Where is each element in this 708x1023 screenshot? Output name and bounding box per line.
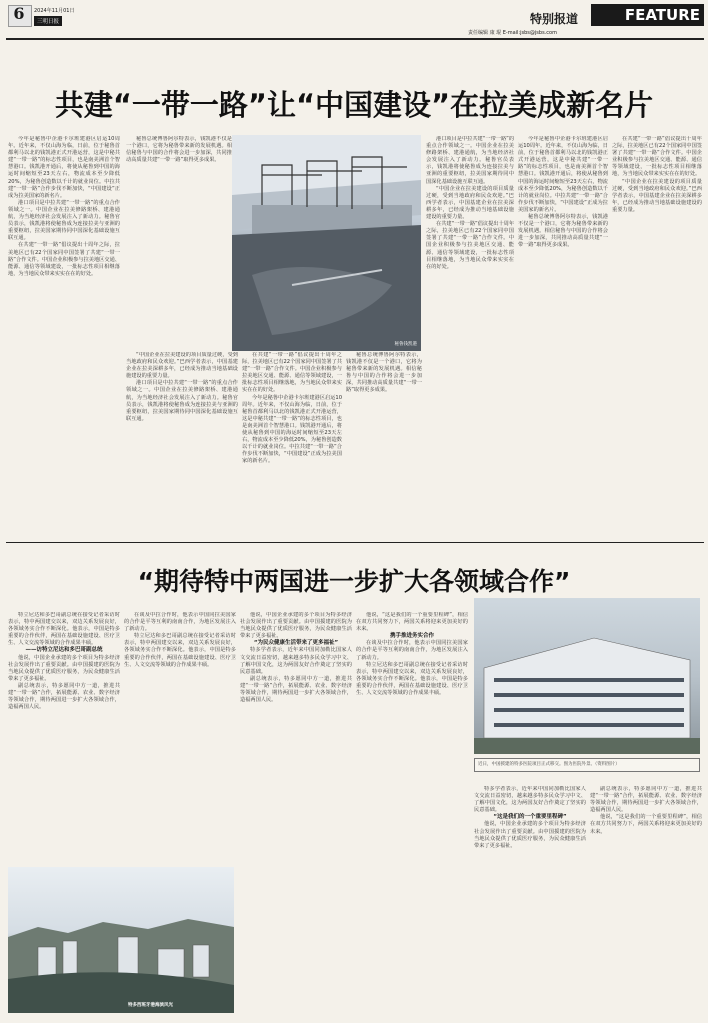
article1-paragraph: 在共建“一带一路”倡议提出十周年之际，拉美地区已有22个国家同中国签署了共建“一带一路”合作文件。中国企业积极参与拉美地区交通、能源、通信等领域建设，一批标志性项目相继落地，为当地民众带来实实在在的好处。: [426, 221, 514, 270]
article1-col-2a: [126, 136, 232, 196]
article2-paragraph: 他说，中国企业承建的多个项目为特多经济社会发展作出了重要贡献。由中国援建的医院为当地民众提供了优质医疗服务，为民众健康生活带来了更多福祉。: [240, 612, 352, 640]
article1-paragraph: 今年是秘鲁中企港卡尔班建港区启运10周年。近年来，不仅山海为临，日前，位于秘鲁首都利马以北的钱凯港正式开港运营，这是中秘共建“一带一路”的标志性项目，也是南美洲首个智慧港口。钱凯港开通后，将使从秘鲁到中国的海运时间缩短至23天左右，物流成本至少降低20%，为秘鲁创造数以千计的就业岗位。中拉共建“一带一路”合作步伐不断加快，“中国建设”正成为拉美国家的新名片。: [242, 394, 342, 465]
article2-subhead: ——访特立尼达和多巴哥副总统: [25, 647, 103, 654]
city-photo: [8, 867, 234, 1013]
article2-paragraph: 副总统表示，特多愿同中方一道，推进共建“一带一路”合作，拓展能源、农业、数字经济等领域合作，期待两国进一步扩大各领域合作，造福两国人民。: [590, 786, 702, 814]
hospital-illustration: [474, 598, 700, 754]
hospital-photo: [474, 598, 700, 754]
article2-paragraph: 他说，“这是我们的一个重要里程碑”，相信在双方共同努力下，两国关系将迎来更加美好的未来。: [356, 612, 468, 633]
article2-paragraph: 特立尼达和多巴哥副总统在接受记者采访时表示，特中两国建交以来，双边关系发展良好，各领域务实合作不断深化。他表示，中国是特多重要的合作伙伴，两国在基础设施建设、医疗卫生、人文交流等领域的合作成果丰硕。: [356, 661, 468, 697]
article2-paragraph: 特立尼达和多巴哥副总统在接受记者采访时表示，特中两国建交以来，双边关系发展良好，各领域务实合作不断深化。他表示，中国是特多重要的合作伙伴，两国在基础设施建设、医疗卫生、人文交流等领域的合作成果丰硕。: [124, 633, 236, 668]
article1-col-7: [612, 136, 702, 536]
article1-paragraph: “中国企业在拉美建设的项目质量过硬，受到当地政府和民众欢迎。”巴西学者表示，中国基建企业在拉美深耕多年，已经成为推动当地基础设施建设的重要力量。: [426, 185, 514, 221]
page-number: 6: [13, 4, 25, 23]
article1-paragraph: 在共建“一带一路”倡议提出十周年之际，拉美地区已有22个国家同中国签署了共建“一带一路”合作文件。中国企业积极参与拉美地区交通、能源、通信等领域建设，一批标志性项目相继落地，为当地民众带来实实在在的好处。: [612, 136, 702, 178]
article2-paragraph: 他说，中国企业承建的多个项目为特多经济社会发展作出了重要贡献。由中国援建的医院为当地民众提供了优质医疗服务，为民众健康生活带来了更多福祉。: [474, 821, 586, 849]
section-divider: [6, 542, 704, 543]
port-illustration: [232, 135, 421, 351]
article2-paragraph: 副总统表示，特多愿同中方一道，推进共建“一带一路”合作，拓展能源、农业、数字经济等领域合作，期待两国进一步扩大各领域合作，造福两国人民。: [8, 682, 120, 711]
article1-col-1: [8, 136, 120, 536]
port-photo-caption: 秘鲁钱凯港: [394, 342, 417, 347]
article2-paragraph: 特立尼达和多巴哥副总统在接受记者采访时表示，特中两国建交以来，双边关系发展良好，各领域务实合作不断深化。他表示，中国是特多重要的合作伙伴，两国在基础设施建设、医疗卫生、人文交流等领域的合作成果丰硕。: [8, 612, 120, 647]
article2-col-4: [356, 612, 468, 1017]
article1-col-2b: [126, 352, 238, 536]
article2-col-2: [124, 612, 236, 862]
article1-col-3b: [242, 352, 342, 536]
port-photo: [232, 135, 421, 351]
article1-col-5: [426, 136, 514, 536]
article2-subhead: “这是我们的一个重要里程碑”: [493, 814, 567, 821]
issue-date: 2024年11月01日: [34, 8, 75, 14]
article2-headline: “期待特中两国进一步扩大各领域合作”: [137, 567, 571, 596]
article2-col-1: [8, 612, 120, 862]
article1-paragraph: “中国企业在拉美建设的项目质量过硬，受到当地政府和民众欢迎。”巴西学者表示，中国基建企业在拉美深耕多年，已经成为推动当地基础设施建设的重要力量。: [126, 352, 238, 380]
article1-paragraph: 秘鲁总统博鲁阿尔特表示，钱凯港不仅是一个港口，它将为秘鲁带来新的发展机遇。相信秘鲁与中国的合作将会进一步加深，共同推动高质量共建“一带一路”取得更多成果。: [346, 352, 422, 394]
article2-paragraph: 他说，中国企业承建的多个项目为特多经济社会发展作出了重要贡献。由中国援建的医院为当地民众提供了优质医疗服务，为民众健康生活带来了更多福祉。: [8, 654, 120, 682]
hospital-photo-caption: 近日，中国援建的特多医院项目正式移交。图为医院外景。（资料图片）: [474, 758, 700, 772]
article2-paragraph: 在谈及中拉合作时，他表示中国同拉美国家的合作是平等互利的南南合作，为地区发展注入了新动力。: [124, 612, 236, 633]
article1-paragraph: 秘鲁总统博鲁阿尔特表示，钱凯港不仅是一个港口，它将为秘鲁带来新的发展机遇。相信秘鲁与中国的合作将会进一步加深，共同推动高质量共建“一带一路”取得更多成果。: [126, 136, 232, 164]
article2-paragraph: 特多学者表示，近年来中国同加勒比国家人文交流日益密切，越来越多特多民众学习中文、了解中国文化，这为两国友好合作奠定了坚实的民意基础。: [240, 647, 352, 675]
article2-col-3: [240, 612, 352, 1017]
article2-paragraph: 在谈及中拉合作时，他表示中国同拉美国家的合作是平等互利的南南合作，为地区发展注入了新动力。: [356, 640, 468, 661]
section-title: 特别报道: [530, 12, 579, 26]
article2-col-5: [474, 786, 586, 1016]
article2-paragraph: 他说，“这是我们的一个重要里程碑”，相信在双方共同努力下，两国关系将迎来更加美好的未来。: [590, 814, 702, 835]
city-photo-caption: 特多西班牙港海滨风光: [128, 1003, 173, 1008]
article2-subhead: “为民众健康生活带来了更多福祉”: [253, 640, 339, 647]
city-illustration: [8, 867, 234, 1013]
article1-col-6: [518, 136, 608, 536]
article1-paragraph: 今年是秘鲁中企港卡尔班建港区启运10周年。近年来，不仅山海为临，日前，位于秘鲁首都利马以北的钱凯港正式开港运营，这是中秘共建“一带一路”的标志性项目，也是南美洲首个智慧港口。钱凯港开通后，将使从秘鲁到中国的海运时间缩短至23天左右，物流成本至少降低20%，为秘鲁创造数以千计的就业岗位。中拉共建“一带一路”合作步伐不断加快，“中国建设”正成为拉美国家的新名片。: [518, 136, 608, 213]
article1-paragraph: 港口项目是中拉共建“一带一路”的重点合作领域之一。中国企业在拉美修路架桥、建港通航，为当地经济社会发展注入了新动力。秘鲁官员表示，钱凯港将使秘鲁成为连接拉美与亚洲的重要枢纽，拉美国家期待同中国深化基础设施互联互通。: [126, 380, 238, 422]
article1-headline: 共建“一带一路”让“中国建设”在拉美成新名片: [54, 88, 654, 122]
article1-paragraph: “中国企业在拉美建设的项目质量过硬，受到当地政府和民众欢迎。”巴西学者表示，中国基建企业在拉美深耕多年，已经成为推动当地基础设施建设的重要力量。: [612, 178, 702, 213]
header-rule: [6, 38, 704, 40]
article2-col-6: [590, 786, 702, 1016]
article1-paragraph: 秘鲁总统博鲁阿尔特表示，钱凯港不仅是一个港口，它将为秘鲁带来新的发展机遇。相信秘鲁与中国的合作将会进一步加深，共同推动高质量共建“一带一路”取得更多成果。: [518, 214, 608, 249]
article1-col-4b: [346, 352, 422, 536]
article2-paragraph: 特多学者表示，近年来中国同加勒比国家人文交流日益密切，越来越多特多民众学习中文、了解中国文化，这为两国友好合作奠定了坚实的民意基础。: [474, 786, 586, 814]
article1-paragraph: 在共建“一带一路”倡议提出十周年之际，拉美地区已有22个国家同中国签署了共建“一带一路”合作文件。中国企业积极参与拉美地区交通、能源、通信等领域建设，一批标志性项目相继落地，为当地民众带来实实在在的好处。: [242, 352, 342, 394]
article2-paragraph: 副总统表示，特多愿同中方一道，推进共建“一带一路”合作，拓展能源、农业、数字经济等领域合作，期待两国进一步扩大各领域合作，造福两国人民。: [240, 675, 352, 704]
editor-line: 责任编辑 康 琨 E-mail:jsbs@jsbs.com: [468, 30, 557, 36]
article1-paragraph: 在共建“一带一路”倡议提出十周年之际，拉美地区已有22个国家同中国签署了共建“一带一路”合作文件。中国企业积极参与拉美地区交通、能源、通信等领域建设，一批标志性项目相继落地，为当地民众带来实实在在的好处。: [8, 242, 120, 277]
article1-paragraph: 今年是秘鲁中企港卡尔班建港区启运10周年。近年来，不仅山海为临，日前，位于秘鲁首都利马以北的钱凯港正式开港运营，这是中秘共建“一带一路”的标志性项目，也是南美洲首个智慧港口。钱凯港开通后，将使从秘鲁到中国的海运时间缩短至23天左右，物流成本至少降低20%，为秘鲁创造数以千计的就业岗位。中拉共建“一带一路”合作步伐不断加快，“中国建设”正成为拉美国家的新名片。: [8, 136, 120, 199]
feature-label: FEATURE: [591, 4, 704, 26]
article1-paragraph: 港口项目是中拉共建“一带一路”的重点合作领域之一。中国企业在拉美修路架桥、建港通航，为当地经济社会发展注入了新动力。秘鲁官员表示，钱凯港将使秘鲁成为连接拉美与亚洲的重要枢纽，拉美国家期待同中国深化基础设施互联互通。: [426, 136, 514, 185]
paper-name: 三明日报: [34, 16, 62, 26]
article1-paragraph: 港口项目是中拉共建“一带一路”的重点合作领域之一。中国企业在拉美修路架桥、建港通航，为当地经济社会发展注入了新动力。秘鲁官员表示，钱凯港将使秘鲁成为连接拉美与亚洲的重要枢纽，拉美国家期待同中国深化基础设施互联互通。: [8, 199, 120, 242]
article2-subhead: 携手推进务实合作: [389, 633, 434, 640]
